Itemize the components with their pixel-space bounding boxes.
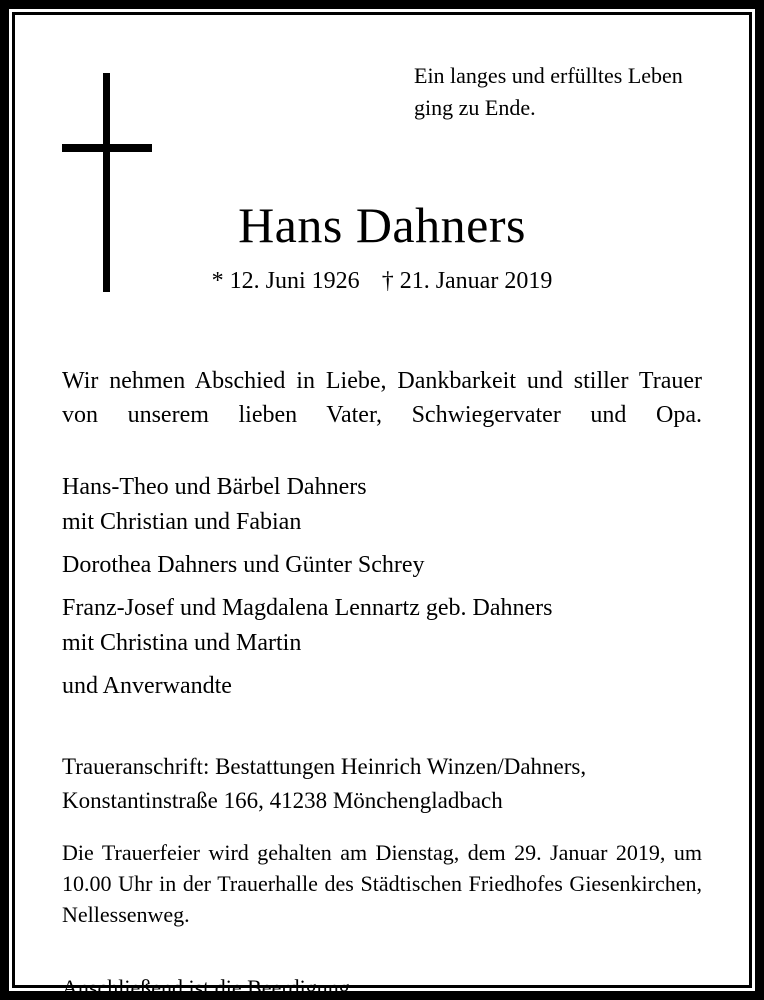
family-line: und Anverwandte xyxy=(62,673,232,699)
intro-paragraph xyxy=(62,364,702,466)
cross-vertical-bar xyxy=(103,73,110,292)
address-line-2: Konstantinstraße 166, 41238 Mönchengladbach xyxy=(62,788,503,813)
epigraph-line-2: ging zu Ende. xyxy=(414,95,536,120)
deceased-name: Hans Dahners xyxy=(238,197,526,253)
birth-date: * 12. Juni 1926 xyxy=(211,268,360,294)
family-line: Dorothea Dahners und Günter Schrey xyxy=(62,552,425,578)
family-group xyxy=(62,591,702,661)
cross-horizontal-bar xyxy=(62,144,152,152)
family-line: Franz-Josef und Magdalena Lennartz geb. Dahners xyxy=(62,595,553,621)
notice-content xyxy=(15,15,749,1000)
service-text: Die Trauerfeier wird gehalten am Dienstag, dem 29. Januar 2019, um 10.00 Uhr in der Trauerhalle des Städtischen Friedhofes Giesenkirchen, Nellessenweg. xyxy=(62,840,702,927)
family-line: mit Christina und Martin xyxy=(62,630,302,656)
epigraph xyxy=(414,60,744,124)
address-line-1: Traueranschrift: Bestattungen Heinrich Winzen/Dahners, xyxy=(62,754,587,779)
service-details xyxy=(62,837,702,1000)
life-dates xyxy=(15,266,749,296)
death-date: † 21. Januar 2019 xyxy=(381,268,553,294)
family-line: mit Christian und Fabian xyxy=(62,509,302,535)
intro-text: Wir nehmen Abschied in Liebe, Dankbarkeit und stiller Trauer von unserem lieben Vater, Schwiegervater und Opa. xyxy=(62,368,702,428)
family-line: Hans-Theo und Bärbel Dahners xyxy=(62,474,367,500)
epigraph-line-1: Ein langes und erfülltes Leben xyxy=(414,63,683,88)
family-list xyxy=(62,470,702,704)
family-group xyxy=(62,548,702,583)
christian-cross-icon xyxy=(62,60,162,300)
family-group xyxy=(62,470,702,540)
mourning-address xyxy=(62,750,702,818)
service-closing: Anschließend ist die Beerdigung. xyxy=(62,975,356,1000)
family-group xyxy=(62,669,702,704)
